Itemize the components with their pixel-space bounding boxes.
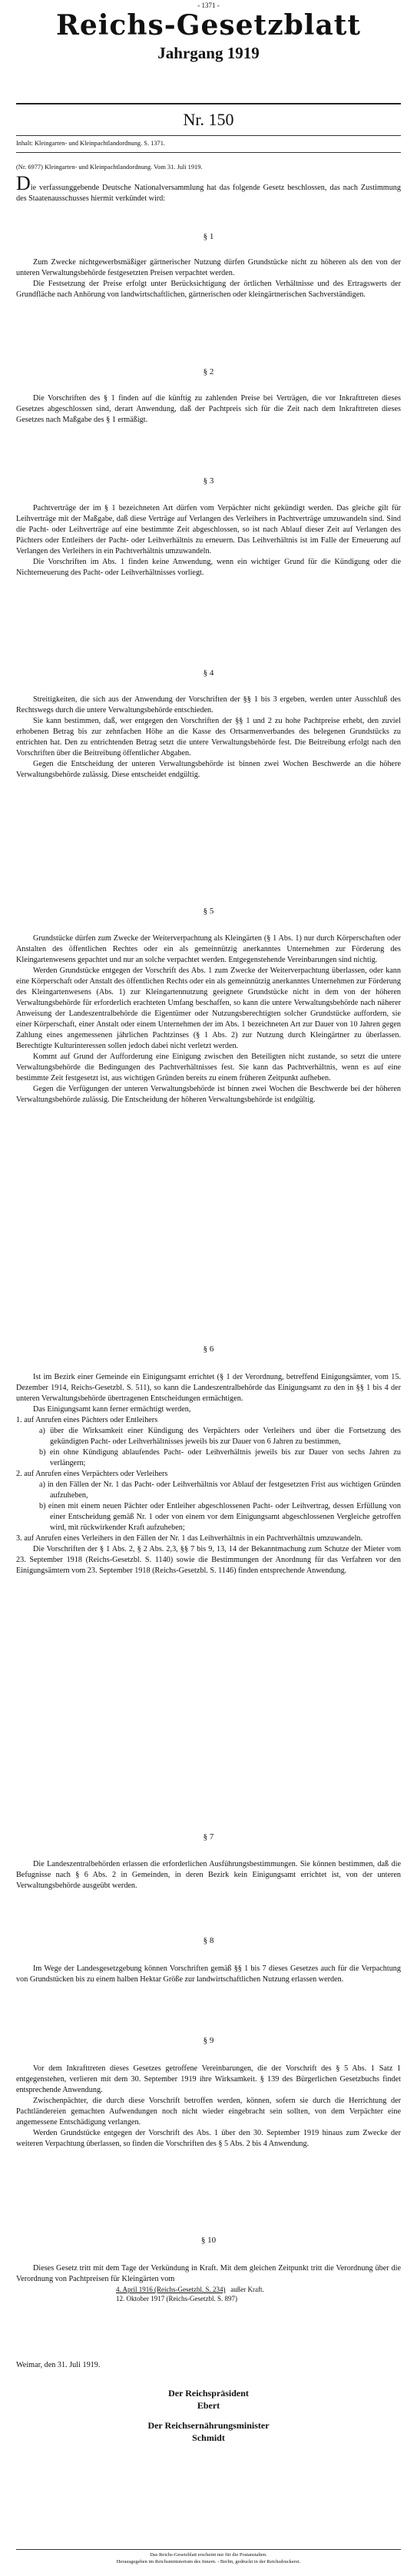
signatory-2-name: Schmidt: [192, 2432, 225, 2443]
law-reference: (Nr. 6977) Kleingarten- und Kleinpachtlandordnung. Vom 31. Juli 1919.: [16, 164, 203, 171]
footer-line-2: Herausgegeben im Reichsministerium des Innern. - Berlin, gedruckt in der Reichsdruckerei.: [116, 2559, 301, 2564]
section-2-body: Die Vorschriften des § 1 finden auf die künftig zu zahlenden Preise bei Verträgen, die vor Inkrafttreten dieses Gesetzes abgeschlossen sind, derart Anwendung, daß der Pachtpreis sich für die Zeit nach dem Inkrafttreten dieses Gesetzes nach Maßgabe des § 1 ermäßigt.: [16, 394, 401, 424]
section-1-body: Zum Zwecke nichtgewerbsmäßiger gärtnerischer Nutzung dürfen Grundstücke nicht zu höheren als den von der unteren Verwaltungsbehörde festgesetzten Preisen verpachtet werden. Die Festsetzung der Preise erfolgt unter Berücksichtigung der örtlichen Verhältnisse und des Ertragswerts der Grundfläche nach Anhörung von landwirtschaftlichen, gärtnerischen oder kleingärtnerischen Sachverständigen.: [16, 258, 401, 299]
initial-letter: D: [16, 172, 31, 194]
section-1-heading: § 1: [203, 232, 214, 241]
section-4-body: Streitigkeiten, die sich aus der Anwendung der Vorschriften der §§ 1 bis 3 ergeben, werden unter Ausschluß des Rechtswegs durch die untere Verwaltungsbehörde entschieden. Sie kann bestimmen, daß, wer entgegen den Vorschriften der §§ 1 und 2 zu hohe Pachtpreise erhebt, den zuviel erhobenen Betrag bis zur zehnfachen Höhe an die Kasse des Ortsarmenverbandes des belegenen Grundstücks zu entrichten hat. Den zu entrichtenden Betrag setzt die untere Verwaltungsbehörde fest. Die Beitreibung erfolgt nach den Vorschriften über die Beitreibung öffentlicher Abgaben. Gegen die Entscheidung der unteren Verwaltungsbehörde ist binnen zwei Wochen Beschwerde an die höhere Verwaltungsbehörde zulässig. Diese entscheidet endgültig.: [16, 695, 401, 779]
footer-line-1: Das Reichs-Gesetzblatt erscheint nur für die Postanstalten.: [150, 2552, 267, 2558]
contents-line: Inhalt: Kleingarten- und Kleinpachtlandordnung. S. 1371.: [16, 140, 165, 147]
page-number: - 1371 -: [197, 2, 220, 9]
preamble: Die verfassunggebende Deutsche Nationalversammlung hat das folgende Gesetz beschlossen, das nach Zustimmung des Staatenausschusses hiermit verkündet wird:: [16, 172, 401, 203]
signatory-2-title: Der Reichsernährungsminister: [147, 2420, 270, 2431]
section-9-heading: § 9: [203, 2036, 214, 2045]
section-7-heading: § 7: [203, 1832, 214, 1842]
signatory-1-title: Der Reichspräsident: [168, 2388, 249, 2399]
masthead-year: Jahrgang 1919: [157, 44, 260, 62]
section-3-body: Pachtverträge der im § 1 bezeichneten Art dürfen vom Verpächter nicht gekündigt werden. Das gleiche gilt für Leihverträge mit der Maßgabe, daß diese Verträge auf Verlangen des Verleihers in Pachtverträge umzuwandeln sind. Sind die Pacht- oder Leihverträge auf eine bestimmte Zeit abgeschlossen, so ist nach Ablauf dieser Zeit auf Verlangen des Pächters oder Entleihers der Pacht- oder Leihverhältnis zu erneuern. Das Leihverhältnis ist im Falle der Erneuerung auf Verlangen des Verleihers in ein Pachtverhältnis umzuwandeln. Die Vorschriften im Abs. 1 finden keine Anwendung, wenn ein wichtiger Grund für die Kündigung oder die Nichterneuerung des Pacht- oder Leihverhältnisses vorliegt.: [16, 504, 401, 577]
section-5-body: Grundstücke dürfen zum Zwecke der Weiterverpachtung als Kleingärten (§ 1 Abs. 1) nur durch Körperschaften oder Anstalten des öffentlichen Rechtes oder ein als gemeinnützig anerkanntes Unternehmen zur Förderung des Kleingartenwesens gepachtet und nur an solche verpachtet werden. Entgegenstehende Vereinbarungen sind nichtig. Werden Grundstücke entgegen der Vorschrift des Abs. 1 zum Zwecke der Weiterverpachtung überlassen, oder kann eine Körperschaft oder Anstalt des öffentlichen Rechts oder ein als gemeinnützig anerkanntes Unternehmen zur Förderung des Kleingartenwesens (Abs. 1) zur Kleingartennutzung geeignete Grundstücke nicht in dem von der höheren Verwaltungsbehörde für erforderlich erachteten Umfang beschaffen, so kann die untere Verwaltungsbehörde nach näherer Anweisung der Landeszentralbehörde die Eigentümer oder Nutzungsberechtigten solcher Grundstücke auffordern, sie einer Körperschaft, einer Anstalt oder einem Unternehmen der im Abs. 1 bezeichneten Art zur Dauer von 10 Jahren gegen Zahlung eines angemessenen jährlichen Pachtzinses (§ 1 Abs. 2) zur Nutzung durch Kleingärtner zu überlassen. Berechtigte Kulturinteressen sollen jedoch dabei nicht verletzt werden. Kommt auf Grund der Aufforderung eine Einigung zwischen den Beteiligten nicht zustande, so setzt die untere Verwaltungsbehörde die Bedingungen des Pachtverhältnisses fest. Sie kann das Pachtverhältnis, wenn es auf eine bestimmte Zeit festgesetzt ist, aus wichtigen Gründen bereits zu einem früheren Zeitpunkt aufheben. Gegen die Verfügungen der unteren Verwaltungsbehörde ist binnen zwei Wochen die Beschwerde bei der höheren Verwaltungsbehörde zulässig. Die Entscheidung der höheren Verwaltungsbehörde ist endgültig.: [16, 934, 401, 1104]
section-9-body: Vor dem Inkrafttreten dieses Gesetzes getroffene Vereinbarungen, die der Vorschrift des § 5 Abs. 1 Satz 1 entgegenstehen, verlieren mit dem 30. September 1919 ihre Wirksamkeit. § 139 des Bürgerlichen Gesetzbuchs findet entsprechende Anwendung. Zwischenpächter, die durch diese Vorschrift betroffen werden, können, sofern sie durch die Herrichtung der Pachtländereien gemachten Aufwendungen noch nicht wieder eingebracht sein sollten, von dem Verpächter eine angemessene Entschädigung verlangen. Werden Grundstücke entgegen der Vorschrift des Abs. 1 über den 30. September 1919 hinaus zum Zwecke der weiteren Verpachtung überlassen, so finden die Vorschriften des § 5 Abs. 2 bis 4 Anwendung.: [16, 2064, 401, 2148]
section-6-body: Ist im Bezirk einer Gemeinde ein Einigungsamt errichtet (§ 1 der Verordnung, betreffend Einigungsämter, vom 15. Dezember 1914, Reichs-Gesetzbl. S. 511), so kann die Landeszentralbehörde das Einigungsamt zu den in §§ 1 bis 4 der unteren Verwaltungsbehörde übertragenen Entscheidungen ermächtigen. Das Einigungsamt kann ferner ermächtigt werden, 1. auf Anrufen eines Pächters oder Entleihers a) über die Wirksamkeit einer Kündigung des Verpächters oder Verleihers und über die Fortsetzung des gekündigten Pacht- oder Leihverhältnisses jeweils bis zur Dauer von 6 Jahren zu bestimmen, b) ein ohne Kündigung ablaufendes Pacht- oder Leihverhältnis jeweils bis zur Dauer von sechs Jahren zu verlängern; 2. auf Anrufen eines Verpächters oder Verleihers a) in den Fällen der Nr. 1 das Pacht- oder Leihverhältnis vor Ablauf der festgesetzten Frist aus wichtigen Gründen aufzuheben, b) einen mit einem neuen Pächter oder Entleiher abgeschlossenen Pacht- oder Leihvertrag, dessen Erfüllung von einer Entscheidung gemäß Nr. 1 oder von einem vor dem Einigungsamt abgeschlossenen Vergleiche getroffen wird, mit rückwirkender Kraft aufzuheben; 3. auf Anrufen eines Verleihers in den Fällen der Nr. 1 das Leihverhältnis in ein Pachtverhältnis umzuwandeln. Die Vorschriften der § 1 Abs. 2, § 2 Abs. 2,3, §§ 7 bis 9, 13, 14 der Bekanntmachung zum Schutze der Mieter vom 23. September 1918 (Reichs-Gesetzbl. S. 1140) sowie die Bestimmungen der Anordnung für das Verfahren vor den Einigungsämtern vom 23. September 1918 (Reichs-Gesetzbl. S. 1146) finden entsprechende Anwendung.: [16, 1373, 401, 1575]
section-6-heading: § 6: [203, 1344, 214, 1354]
issue-number: Nr. 150: [183, 110, 234, 129]
repealed-ordinances: 4. April 1916 (Reichs-Gesetzbl. S. 234) außer Kraft. 12. Oktober 1917 (Reichs-Gesetzbl. S. 897): [116, 2286, 264, 2302]
section-8-heading: § 8: [203, 1936, 214, 1945]
section-8-body: Im Wege der Landesgesetzgebung können Vorschriften gemäß §§ 1 bis 7 dieses Gesetzes auch für die Verpachtung von Grundstücken bis zu einem halben Hektar Größe zur landwirtschaftlichen Nutzung erlassen werden.: [16, 1964, 401, 1984]
section-10-heading: § 10: [200, 2236, 217, 2245]
section-7-body: Die Landeszentralbehörden erlassen die erforderlichen Ausführungsbestimmungen. Sie können bestimmen, daß die Befugnisse nach § 6 Abs. 2 in Gemeinden, in deren Bezirk kein Einigungsamt errichtet ist, von der unteren Verwaltungsbehörde ausgeübt werden.: [16, 1860, 401, 1890]
signatory-1-name: Ebert: [197, 2400, 220, 2411]
section-2-heading: § 2: [203, 367, 214, 376]
footer-rule: [16, 2549, 401, 2550]
section-3-heading: § 3: [203, 476, 214, 486]
section-10-body: Dieses Gesetz tritt mit dem Tage der Verkündung in Kraft. Mit dem gleichen Zeitpunkt tritt die Verordnung über die Verordnung von Pachtpreisen für Kleingärten vom 4. April 1916 (Reichs-Gesetzbl. S. 234) außer Kraft. 12. Oktober 1917 (Reichs-Gesetzbl. S. 897): [16, 2264, 401, 2302]
masthead-rule: [16, 103, 401, 104]
section-5-heading: § 5: [203, 907, 214, 916]
section-4-heading: § 4: [203, 668, 214, 678]
issue-rule-top: [16, 135, 401, 136]
issue-rule-bottom: [16, 152, 401, 153]
place-date: Weimar, den 31. Juli 1919.: [16, 2361, 101, 2369]
masthead-title: Reichs-Gesetzblatt: [55, 9, 362, 41]
